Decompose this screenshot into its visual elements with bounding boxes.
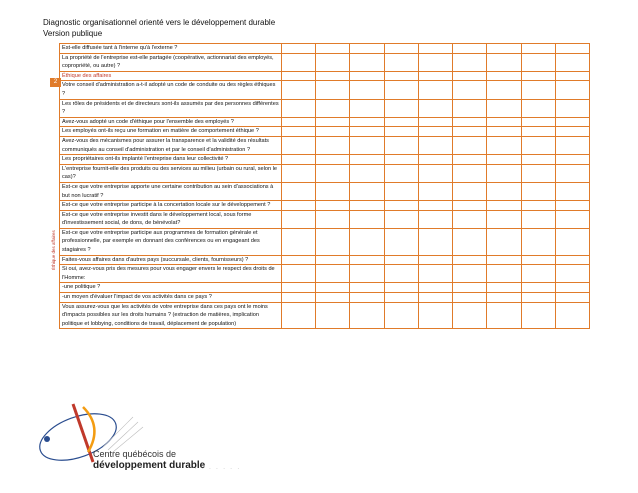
- question-cell: Est-ce que votre entreprise participe à la concertation locale sur le développement ?: [60, 201, 282, 211]
- answer-cell[interactable]: [384, 99, 418, 117]
- answer-cell[interactable]: [316, 182, 350, 200]
- answer-cell[interactable]: [282, 210, 316, 228]
- answer-cell[interactable]: [521, 293, 555, 303]
- answer-cell[interactable]: [555, 53, 589, 71]
- answer-cell[interactable]: [418, 155, 452, 165]
- answer-cell[interactable]: [487, 136, 521, 154]
- table-row: [60, 44, 590, 54]
- question-cell: Avez-vous adopté un code d'éthique pour l'ensemble des employés ?: [60, 117, 282, 127]
- answer-cell[interactable]: [487, 283, 521, 293]
- answer-cell[interactable]: [521, 228, 555, 255]
- answer-cell[interactable]: [418, 228, 452, 255]
- answer-cell[interactable]: [282, 265, 316, 283]
- answer-cell[interactable]: [418, 283, 452, 293]
- logo-decoration: · · · · · · ·: [195, 466, 241, 472]
- answer-cell[interactable]: [350, 71, 384, 81]
- question-cell: Votre conseil d'administration a-t-il adopté un code de conduite ou des règles éthiques ?: [60, 81, 282, 99]
- answer-cell[interactable]: [555, 302, 589, 329]
- table-row: [60, 265, 590, 283]
- answer-cell[interactable]: [453, 228, 487, 255]
- answer-cell[interactable]: [384, 265, 418, 283]
- answer-cell[interactable]: [418, 44, 452, 54]
- section-number-badge: 2: [50, 78, 61, 87]
- table-row: [60, 302, 590, 329]
- answer-cell[interactable]: [282, 44, 316, 54]
- answer-cell[interactable]: [418, 81, 452, 99]
- table-row: [60, 155, 590, 165]
- answer-cell[interactable]: [521, 136, 555, 154]
- answer-cell[interactable]: [521, 81, 555, 99]
- answer-cell[interactable]: [453, 136, 487, 154]
- answer-cell[interactable]: [350, 81, 384, 99]
- answer-cell[interactable]: [282, 53, 316, 71]
- answer-cell[interactable]: [316, 53, 350, 71]
- answer-cell[interactable]: [384, 210, 418, 228]
- answer-cell[interactable]: [555, 164, 589, 182]
- answer-cell[interactable]: [487, 117, 521, 127]
- answer-cell[interactable]: [453, 283, 487, 293]
- answer-cell[interactable]: [282, 293, 316, 303]
- answer-cell[interactable]: [418, 136, 452, 154]
- answer-cell[interactable]: [350, 228, 384, 255]
- answer-cell[interactable]: [418, 53, 452, 71]
- answer-cell[interactable]: [316, 201, 350, 211]
- answer-cell[interactable]: [418, 99, 452, 117]
- answer-cell[interactable]: [487, 44, 521, 54]
- answer-cell[interactable]: [487, 53, 521, 71]
- answer-cell[interactable]: [316, 127, 350, 137]
- question-cell: La propriété de l'entreprise est-elle partagée (coopérative, actionnariat des employés, copropriété, ou autre) ?: [60, 53, 282, 71]
- answer-cell[interactable]: [350, 136, 384, 154]
- table-row: [60, 71, 590, 81]
- answer-cell[interactable]: [555, 265, 589, 283]
- answer-cell[interactable]: [418, 265, 452, 283]
- answer-cell[interactable]: [316, 283, 350, 293]
- table-row: [60, 164, 590, 182]
- answer-cell[interactable]: [418, 201, 452, 211]
- answer-cell[interactable]: [418, 293, 452, 303]
- answer-cell[interactable]: [384, 71, 418, 81]
- answer-cell[interactable]: [487, 71, 521, 81]
- question-cell: -un moyen d'évaluer l'impact de vos activités dans ce pays ?: [60, 293, 282, 303]
- table-row: [60, 117, 590, 127]
- table-row: [60, 255, 590, 265]
- answer-cell[interactable]: [521, 71, 555, 81]
- answer-cell[interactable]: [384, 44, 418, 54]
- answer-cell[interactable]: [555, 155, 589, 165]
- answer-cell[interactable]: [350, 155, 384, 165]
- answer-cell[interactable]: [282, 283, 316, 293]
- answer-cell[interactable]: [350, 117, 384, 127]
- answer-cell[interactable]: [453, 210, 487, 228]
- answer-cell[interactable]: [282, 155, 316, 165]
- answer-cell[interactable]: [453, 81, 487, 99]
- answer-cell[interactable]: [350, 164, 384, 182]
- answer-cell[interactable]: [453, 127, 487, 137]
- answer-cell[interactable]: [384, 117, 418, 127]
- answer-cell[interactable]: [282, 228, 316, 255]
- answer-cell[interactable]: [350, 255, 384, 265]
- answer-cell[interactable]: [350, 265, 384, 283]
- answer-cell[interactable]: [521, 117, 555, 127]
- question-cell: Est-ce que votre entreprise participe aux programmes de formation générale et professionnelle, par exemple en donnant des conférences ou en engageant des stagiaires ?: [60, 228, 282, 255]
- table-row: [60, 210, 590, 228]
- answer-cell[interactable]: [555, 127, 589, 137]
- answer-cell[interactable]: [316, 44, 350, 54]
- answer-cell[interactable]: [453, 155, 487, 165]
- question-cell: Est-ce que votre entreprise apporte une certaine contribution au sein d'associations à but non lucratif ?: [60, 182, 282, 200]
- answer-cell[interactable]: [350, 201, 384, 211]
- document-subtitle: Version publique: [43, 29, 103, 38]
- answer-cell[interactable]: [453, 201, 487, 211]
- answer-cell[interactable]: [555, 210, 589, 228]
- answer-cell[interactable]: [384, 53, 418, 71]
- answer-cell[interactable]: [350, 293, 384, 303]
- answer-cell[interactable]: [316, 210, 350, 228]
- answer-cell[interactable]: [487, 164, 521, 182]
- table-row: [60, 293, 590, 303]
- document-header: [43, 17, 275, 39]
- answer-cell[interactable]: [521, 164, 555, 182]
- section-side-label: Éthique des affaires: [51, 230, 56, 270]
- answer-cell[interactable]: [418, 71, 452, 81]
- answer-cell[interactable]: [282, 71, 316, 81]
- answer-cell[interactable]: [487, 155, 521, 165]
- question-cell: Vous assurez-vous que les activités de votre entreprise dans ces pays ont le moins d'impacts possibles sur les droits humains ? (extraction de matières, implication politique et lobbying, conditions de travail, déplacement de population): [60, 302, 282, 329]
- answer-cell[interactable]: [384, 228, 418, 255]
- answer-cell[interactable]: [555, 283, 589, 293]
- table-row: [60, 127, 590, 137]
- answer-cell[interactable]: [487, 99, 521, 117]
- answer-cell[interactable]: [521, 44, 555, 54]
- answer-cell[interactable]: [521, 265, 555, 283]
- answer-cell[interactable]: [555, 255, 589, 265]
- answer-cell[interactable]: [487, 210, 521, 228]
- document-title: Diagnostic organisationnel orienté vers le développement durable: [43, 18, 276, 27]
- question-cell: Est-ce que votre entreprise investit dans le développement local, sous forme d'investissement social, de dons, de bénévolat?: [60, 210, 282, 228]
- answer-cell[interactable]: [555, 182, 589, 200]
- answer-cell[interactable]: [316, 155, 350, 165]
- answer-cell[interactable]: [350, 283, 384, 293]
- answer-cell[interactable]: [316, 265, 350, 283]
- answer-cell[interactable]: [453, 164, 487, 182]
- answer-cell[interactable]: [282, 182, 316, 200]
- answer-cell[interactable]: [453, 293, 487, 303]
- answer-cell[interactable]: [487, 293, 521, 303]
- answer-cell[interactable]: [316, 255, 350, 265]
- answer-cell[interactable]: [384, 182, 418, 200]
- answer-cell[interactable]: [418, 210, 452, 228]
- question-cell: Avez-vous des mécanismes pour assurer la transparence et la validité des résultats communiqués au conseil d'administration et par le conseil d'administration ?: [60, 136, 282, 154]
- answer-cell[interactable]: [350, 210, 384, 228]
- table-row: [60, 99, 590, 117]
- answer-cell[interactable]: [418, 255, 452, 265]
- answer-cell[interactable]: [418, 302, 452, 329]
- answer-cell[interactable]: [487, 302, 521, 329]
- answer-cell[interactable]: [487, 81, 521, 99]
- answer-cell[interactable]: [418, 164, 452, 182]
- answer-cell[interactable]: [555, 81, 589, 99]
- answer-cell[interactable]: [453, 302, 487, 329]
- table-row: [60, 81, 590, 99]
- answer-cell[interactable]: [316, 71, 350, 81]
- answer-cell[interactable]: [487, 201, 521, 211]
- answer-cell[interactable]: [282, 255, 316, 265]
- question-cell: Est-elle diffusée tant à l'interne qu'à l'externe ?: [60, 44, 282, 54]
- answer-cell[interactable]: [521, 201, 555, 211]
- answer-cell[interactable]: [418, 117, 452, 127]
- answer-cell[interactable]: [384, 293, 418, 303]
- table-row: [60, 136, 590, 154]
- answer-cell[interactable]: [487, 265, 521, 283]
- answer-cell[interactable]: [384, 164, 418, 182]
- answer-cell[interactable]: [487, 228, 521, 255]
- answer-cell[interactable]: [350, 302, 384, 329]
- answer-cell[interactable]: [282, 201, 316, 211]
- answer-cell[interactable]: [453, 53, 487, 71]
- answer-cell[interactable]: [453, 99, 487, 117]
- question-cell: Éthique des affaires: [60, 71, 282, 81]
- question-cell: Si oui, avez-vous pris des mesures pour vous engager envers le respect des droits de l'Homme:: [60, 265, 282, 283]
- answer-cell[interactable]: [282, 302, 316, 329]
- table-row: [60, 201, 590, 211]
- answer-cell[interactable]: [555, 136, 589, 154]
- answer-cell[interactable]: [350, 99, 384, 117]
- answer-cell[interactable]: [555, 117, 589, 127]
- answer-cell[interactable]: [521, 182, 555, 200]
- table-row: [60, 228, 590, 255]
- answer-cell[interactable]: [555, 293, 589, 303]
- answer-cell[interactable]: [521, 127, 555, 137]
- answer-cell[interactable]: [555, 201, 589, 211]
- answer-cell[interactable]: [350, 127, 384, 137]
- answer-cell[interactable]: [453, 255, 487, 265]
- answer-cell[interactable]: [521, 255, 555, 265]
- answer-cell[interactable]: [316, 81, 350, 99]
- answer-cell[interactable]: [384, 81, 418, 99]
- answer-cell[interactable]: [282, 136, 316, 154]
- answer-cell[interactable]: [384, 283, 418, 293]
- answer-cell[interactable]: [282, 81, 316, 99]
- answer-cell[interactable]: [384, 136, 418, 154]
- answer-cell[interactable]: [521, 283, 555, 293]
- logo-line1: Centre québécois de: [93, 449, 177, 459]
- answer-cell[interactable]: [418, 127, 452, 137]
- answer-cell[interactable]: [316, 117, 350, 127]
- answer-cell[interactable]: [453, 71, 487, 81]
- answer-cell[interactable]: [453, 117, 487, 127]
- logo-line2: développement durable: [93, 460, 206, 471]
- table-row: [60, 53, 590, 71]
- answer-cell[interactable]: [316, 136, 350, 154]
- answer-cell[interactable]: [521, 210, 555, 228]
- question-cell: Les employés ont-ils reçu une formation en matière de comportement éthique ?: [60, 127, 282, 137]
- answer-cell[interactable]: [384, 127, 418, 137]
- answer-cell[interactable]: [350, 44, 384, 54]
- answer-cell[interactable]: [521, 53, 555, 71]
- answer-cell[interactable]: [316, 99, 350, 117]
- answer-cell[interactable]: [282, 164, 316, 182]
- answer-cell[interactable]: [418, 182, 452, 200]
- answer-cell[interactable]: [521, 302, 555, 329]
- question-cell: L'entreprise fournit-elle des produits ou des services au milieu (urbain ou rural, selon le cas)?: [60, 164, 282, 182]
- question-cell: -une politique ?: [60, 283, 282, 293]
- answer-cell[interactable]: [555, 71, 589, 81]
- answer-cell[interactable]: [384, 201, 418, 211]
- table-row: [60, 182, 590, 200]
- answer-cell[interactable]: [555, 228, 589, 255]
- answer-cell[interactable]: [316, 164, 350, 182]
- answer-cell[interactable]: [453, 265, 487, 283]
- answer-cell[interactable]: [487, 127, 521, 137]
- answer-cell[interactable]: [384, 155, 418, 165]
- answer-cell[interactable]: [350, 182, 384, 200]
- question-cell: Les propriétaires ont-ils implanté l'entreprise dans leur collectivité ?: [60, 155, 282, 165]
- answer-cell[interactable]: [316, 228, 350, 255]
- answer-cell[interactable]: [316, 302, 350, 329]
- answer-cell[interactable]: [555, 44, 589, 54]
- answer-cell[interactable]: [453, 44, 487, 54]
- answer-cell[interactable]: [521, 99, 555, 117]
- answer-cell[interactable]: [282, 127, 316, 137]
- answer-cell[interactable]: [282, 99, 316, 117]
- questionnaire-table: [59, 43, 590, 329]
- answer-cell[interactable]: [487, 255, 521, 265]
- answer-cell[interactable]: [521, 155, 555, 165]
- question-cell: Faites-vous affaires dans d'autres pays (succursale, clients, fournisseurs) ?: [60, 255, 282, 265]
- answer-cell[interactable]: [453, 182, 487, 200]
- answer-cell[interactable]: [487, 182, 521, 200]
- answer-cell[interactable]: [316, 293, 350, 303]
- answer-cell[interactable]: [384, 255, 418, 265]
- answer-cell[interactable]: [384, 302, 418, 329]
- answer-cell[interactable]: [350, 53, 384, 71]
- answer-cell[interactable]: [555, 99, 589, 117]
- table-row: [60, 283, 590, 293]
- answer-cell[interactable]: [282, 117, 316, 127]
- question-cell: Les rôles de présidents et de directeurs sont-ils assumés par des personnes différentes ?: [60, 99, 282, 117]
